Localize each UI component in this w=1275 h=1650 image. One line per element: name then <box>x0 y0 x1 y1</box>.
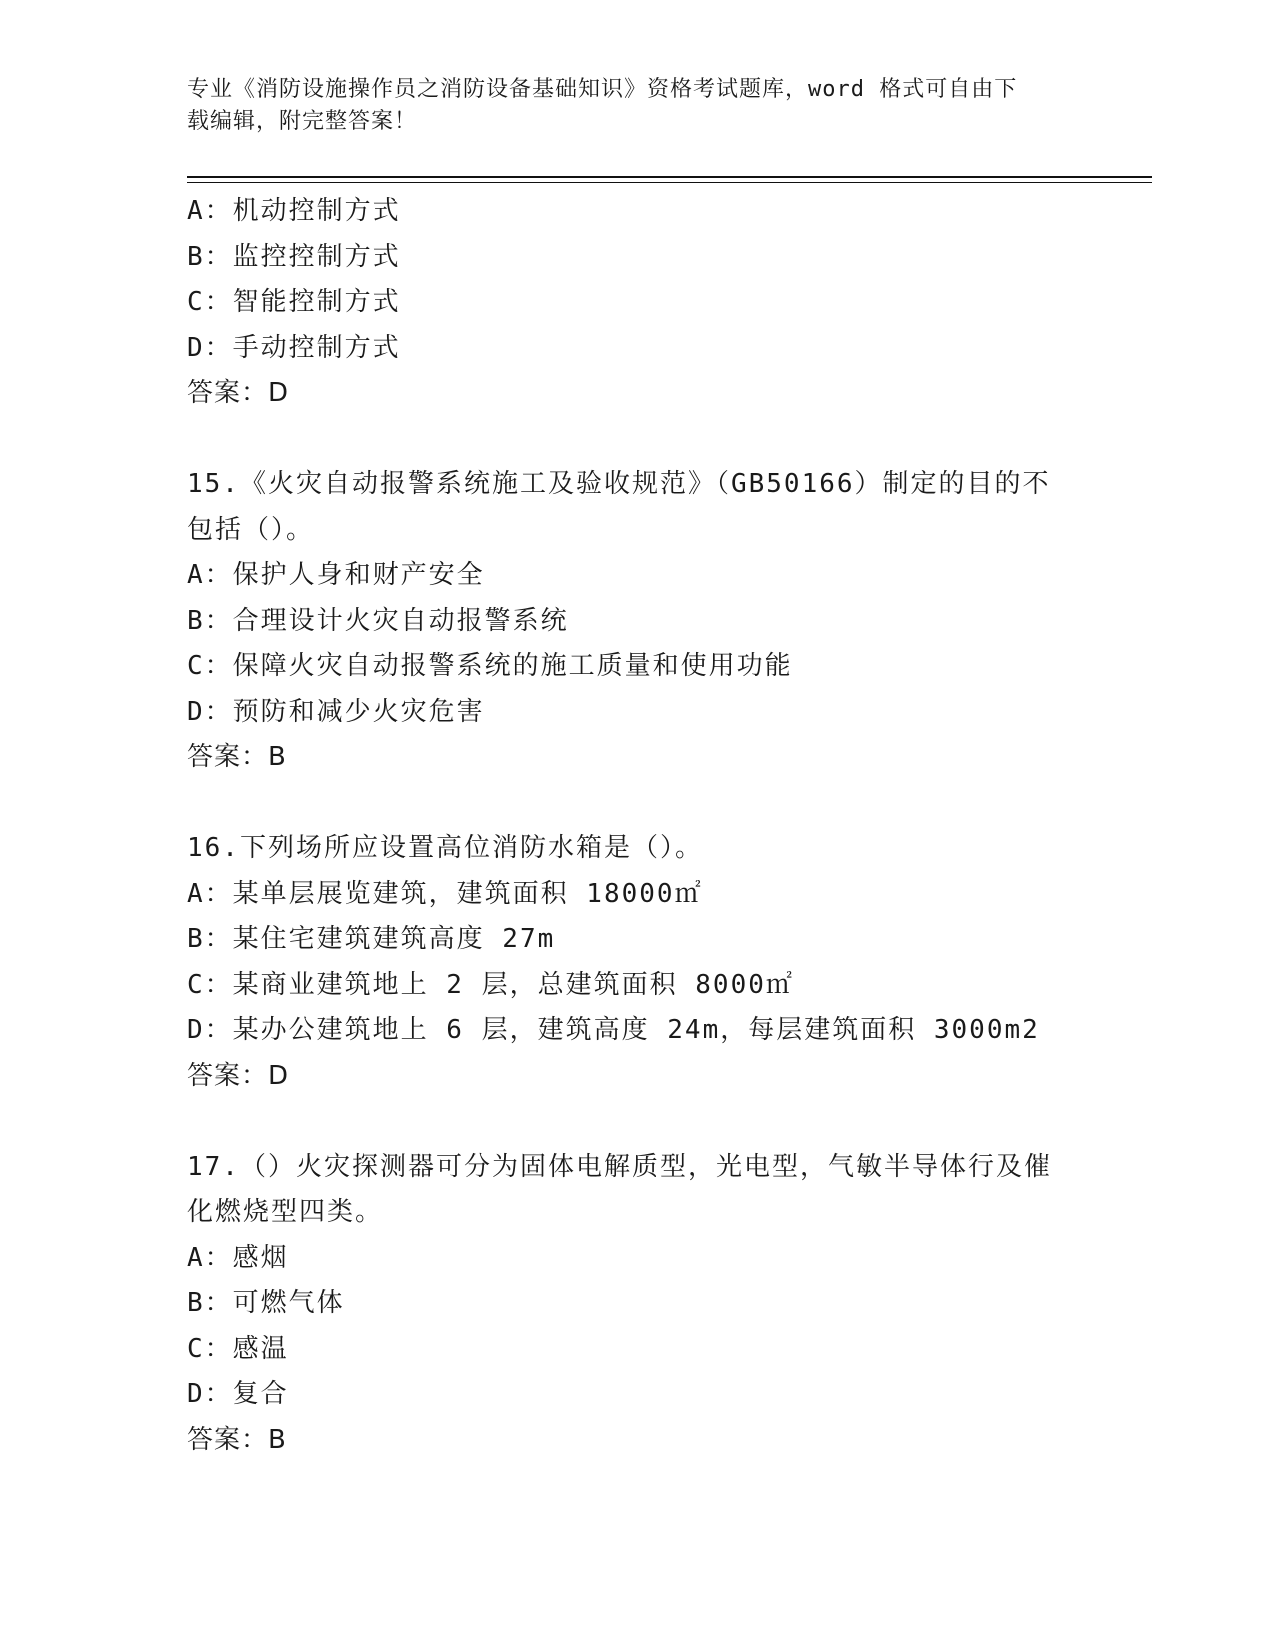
question-17 <box>187 1145 1107 1464</box>
question-15 <box>187 462 1107 781</box>
option-c: C：某商业建筑地上 2 层，总建筑面积 8000㎡ <box>187 969 794 1000</box>
spacer <box>187 1099 1107 1145</box>
spacer <box>187 417 1107 463</box>
question-stem-continued: 化燃烧型四类。 <box>187 1197 384 1227</box>
option-b: B：监控控制方式 <box>187 241 401 272</box>
option-b: B：合理设计火灾自动报警系统 <box>187 605 569 636</box>
header-divider-thin <box>187 182 1152 183</box>
option-c: C：智能控制方式 <box>187 287 401 317</box>
option-d: D：预防和减少火灾危害 <box>187 696 485 727</box>
option-a: A：感烟 <box>187 1242 289 1273</box>
header-line-2: 载编辑，附完整答案！ <box>187 109 418 134</box>
question-16 <box>187 826 1107 1099</box>
question-list <box>187 189 1107 1463</box>
answer-line: 答案：B <box>187 1424 287 1455</box>
option-d: D：手动控制方式 <box>187 332 401 363</box>
question-stem: 17.（）火灾探测器可分为固体电解质型，光电型，气敏半导体行及催 <box>187 1151 1052 1182</box>
answer-line: 答案：D <box>187 378 290 408</box>
header-line-1: 专业《消防设施操作员之消防设备基础知识》资格考试题库，word 格式可自由下 <box>187 77 1018 102</box>
question-stem-continued: 包括（）。 <box>187 514 315 545</box>
answer-line: 答案：D <box>187 1060 290 1091</box>
question-stem: 15.《火灾自动报警系统施工及验收规范》（GB50166）制定的目的不 <box>187 469 1051 499</box>
option-b: B：某住宅建筑建筑高度 27m <box>187 924 556 954</box>
question-stem: 16.下列场所应设置高位消防水箱是（）。 <box>187 833 703 863</box>
page-header <box>187 74 1067 138</box>
spacer <box>187 781 1107 827</box>
option-d: D：某办公建筑地上 6 层，建筑高度 24m，每层建筑面积 3000m2 <box>187 1015 1040 1045</box>
option-a: A：某单层展览建筑，建筑面积 18000㎡ <box>187 878 703 909</box>
question-14 <box>187 189 1107 417</box>
option-c: C：感温 <box>187 1333 289 1364</box>
header-divider-thick <box>187 176 1152 178</box>
option-c: C：保障火灾自动报警系统的施工质量和使用功能 <box>187 651 793 681</box>
option-d: D：复合 <box>187 1379 289 1409</box>
option-b: B：可燃气体 <box>187 1288 345 1318</box>
option-a: A：机动控制方式 <box>187 196 401 226</box>
option-a: A：保护人身和财产安全 <box>187 560 485 590</box>
answer-line: 答案：B <box>187 742 287 772</box>
